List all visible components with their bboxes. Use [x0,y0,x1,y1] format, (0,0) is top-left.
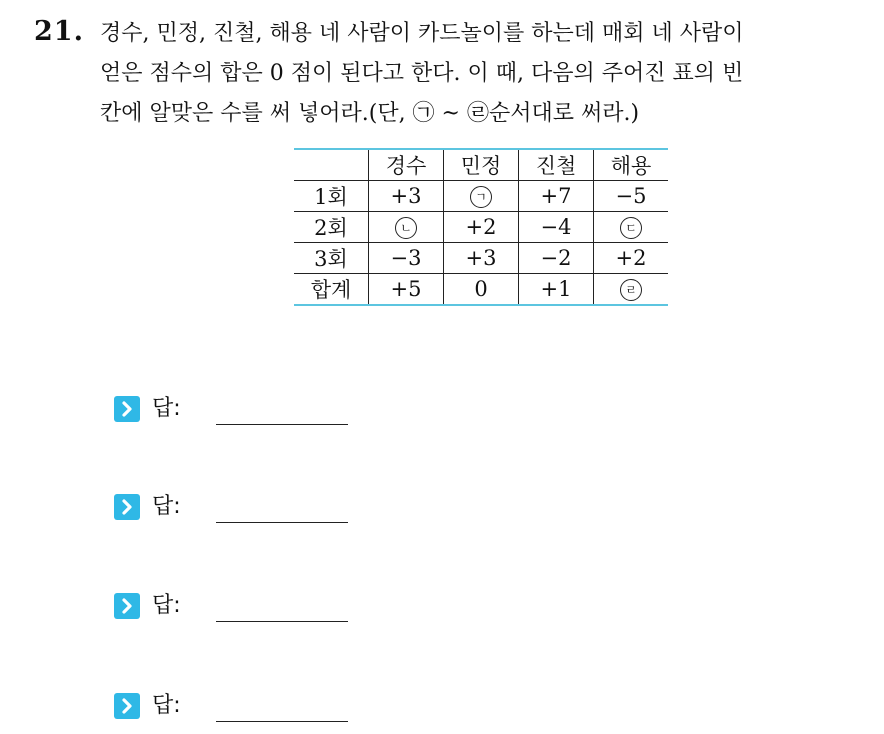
row-label: 2회 [294,212,369,243]
row-label: 3회 [294,243,369,274]
header-cell-empty [294,149,369,181]
table-cell: +1 [519,274,594,306]
score-table [294,148,668,306]
table-row [294,243,668,274]
table-cell: −5 [594,181,669,212]
table-cell-blank [369,212,444,243]
chevron-right-icon [114,396,140,422]
circled-marker: ㄹ [620,279,642,301]
table-cell: −2 [519,243,594,274]
table-cell-blank [594,212,669,243]
answer-label: 답: [152,396,181,421]
table-cell: −4 [519,212,594,243]
answer-blank-2[interactable] [216,522,348,523]
table-cell: +3 [444,243,519,274]
question-line-3: 칸에 알맞은 수를 써 넣어라.(단, ㉠ ~ ㉣순서대로 써라.) [100,101,640,126]
table-row [294,212,668,243]
table-cell: +2 [444,212,519,243]
row-label: 합계 [294,274,369,306]
circled-marker: ㄴ [395,217,417,239]
question-number: 21. [34,16,84,47]
table-cell: +2 [594,243,669,274]
table-row [294,181,668,212]
header-cell-minjeong: 민정 [444,149,519,181]
answer-label: 답: [152,494,181,519]
answer-blank-4[interactable] [216,721,348,722]
chevron-right-icon [114,693,140,719]
question-line-1: 경수, 민정, 진철, 해용 네 사람이 카드놀이를 하는데 매회 네 사람이 [100,21,744,46]
row-label: 1회 [294,181,369,212]
table-cell: +5 [369,274,444,306]
table-cell-blank [594,274,669,306]
chevron-right-icon [114,593,140,619]
question-line-2: 얻은 점수의 합은 0 점이 된다고 한다. 이 때, 다음의 주어진 표의 빈 [100,61,744,86]
question-text [100,14,870,134]
answer-label: 답: [152,593,181,618]
answer-blank-1[interactable] [216,424,348,425]
table-header-row [294,149,668,181]
answer-label: 답: [152,693,181,718]
table-cell: −3 [369,243,444,274]
table-cell: +7 [519,181,594,212]
circled-marker: ㄷ [620,217,642,239]
header-cell-jincheol: 진철 [519,149,594,181]
table-cell-blank [444,181,519,212]
table-cell: 0 [444,274,519,306]
chevron-right-icon [114,494,140,520]
header-cell-gyeongsu: 경수 [369,149,444,181]
header-cell-haeyong: 해용 [594,149,669,181]
table-cell: +3 [369,181,444,212]
table-row-total [294,274,668,306]
circled-marker: ㄱ [470,186,492,208]
answer-blank-3[interactable] [216,621,348,622]
